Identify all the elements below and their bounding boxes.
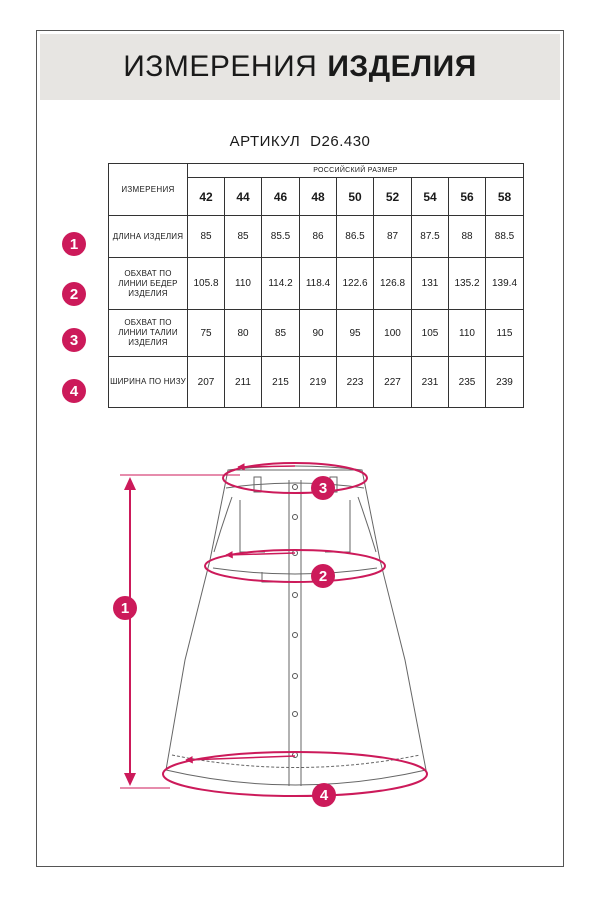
article-code: D26.430 [310,133,371,150]
table-cell: 85 [188,216,225,258]
row-label: ОБХВАТ ПО ЛИНИИ ТАЛИИ ИЗДЕЛИЯ [109,310,188,357]
table-cell: 90 [300,310,337,357]
table-cell: 110 [225,258,262,310]
table-cell: 100 [374,310,412,357]
table-cell: 86.5 [337,216,374,258]
title-light: ИЗМЕРЕНИЯ [123,50,318,83]
table-cell: 105 [412,310,449,357]
table-cell: 88.5 [486,216,524,258]
table-cell: 207 [188,357,225,408]
table-cell: 139.4 [486,258,524,310]
table-cell: 231 [412,357,449,408]
diagram-marker: 4 [312,783,336,807]
table-cell: 227 [374,357,412,408]
table-cell: 75 [188,310,225,357]
table-cell: 235 [449,357,486,408]
table-cell: 87 [374,216,412,258]
row-number-badge: 3 [62,328,86,352]
table-cell: 131 [412,258,449,310]
row-label: ШИРИНА ПО НИЗУ [109,357,188,408]
article-label: АРТИКУЛ [229,133,301,150]
size-group-header: РОССИЙСКИЙ РАЗМЕР [188,164,524,178]
size-header: 58 [486,178,524,216]
skirt-outline [166,466,426,786]
table-cell: 86 [300,216,337,258]
size-header: 50 [337,178,374,216]
size-header: 42 [188,178,225,216]
row-number-badge: 1 [62,232,86,256]
title-bold: ИЗДЕЛИЯ [327,50,477,83]
table-cell: 223 [337,357,374,408]
size-header: 54 [412,178,449,216]
row-label: ОБХВАТ ПО ЛИНИИ БЕДЕР ИЗДЕЛИЯ [109,258,188,310]
diagram-marker: 3 [311,476,335,500]
table-cell: 85 [225,216,262,258]
table-cell: 115 [486,310,524,357]
measure-header: ИЗМЕРЕНИЯ [109,164,188,216]
table-cell: 135.2 [449,258,486,310]
table-cell: 219 [300,357,337,408]
size-header: 44 [225,178,262,216]
table-cell: 110 [449,310,486,357]
table-cell: 211 [225,357,262,408]
table-cell: 80 [225,310,262,357]
table-cell: 215 [262,357,300,408]
row-label: ДЛИНА ИЗДЕЛИЯ [109,216,188,258]
table-cell: 85 [262,310,300,357]
table-cell: 87.5 [412,216,449,258]
size-header: 52 [374,178,412,216]
diagram-marker: 2 [311,564,335,588]
row-number-badge: 4 [62,379,86,403]
row-number-badge: 2 [62,282,86,306]
table-cell: 95 [337,310,374,357]
table-cell: 88 [449,216,486,258]
diagram-marker: 1 [113,596,137,620]
table-cell: 118.4 [300,258,337,310]
table-cell: 85.5 [262,216,300,258]
size-header: 56 [449,178,486,216]
size-header: 46 [262,178,300,216]
table-cell: 105.8 [188,258,225,310]
table-cell: 114.2 [262,258,300,310]
table-cell: 122.6 [337,258,374,310]
table-cell: 239 [486,357,524,408]
size-header: 48 [300,178,337,216]
table-cell: 126.8 [374,258,412,310]
